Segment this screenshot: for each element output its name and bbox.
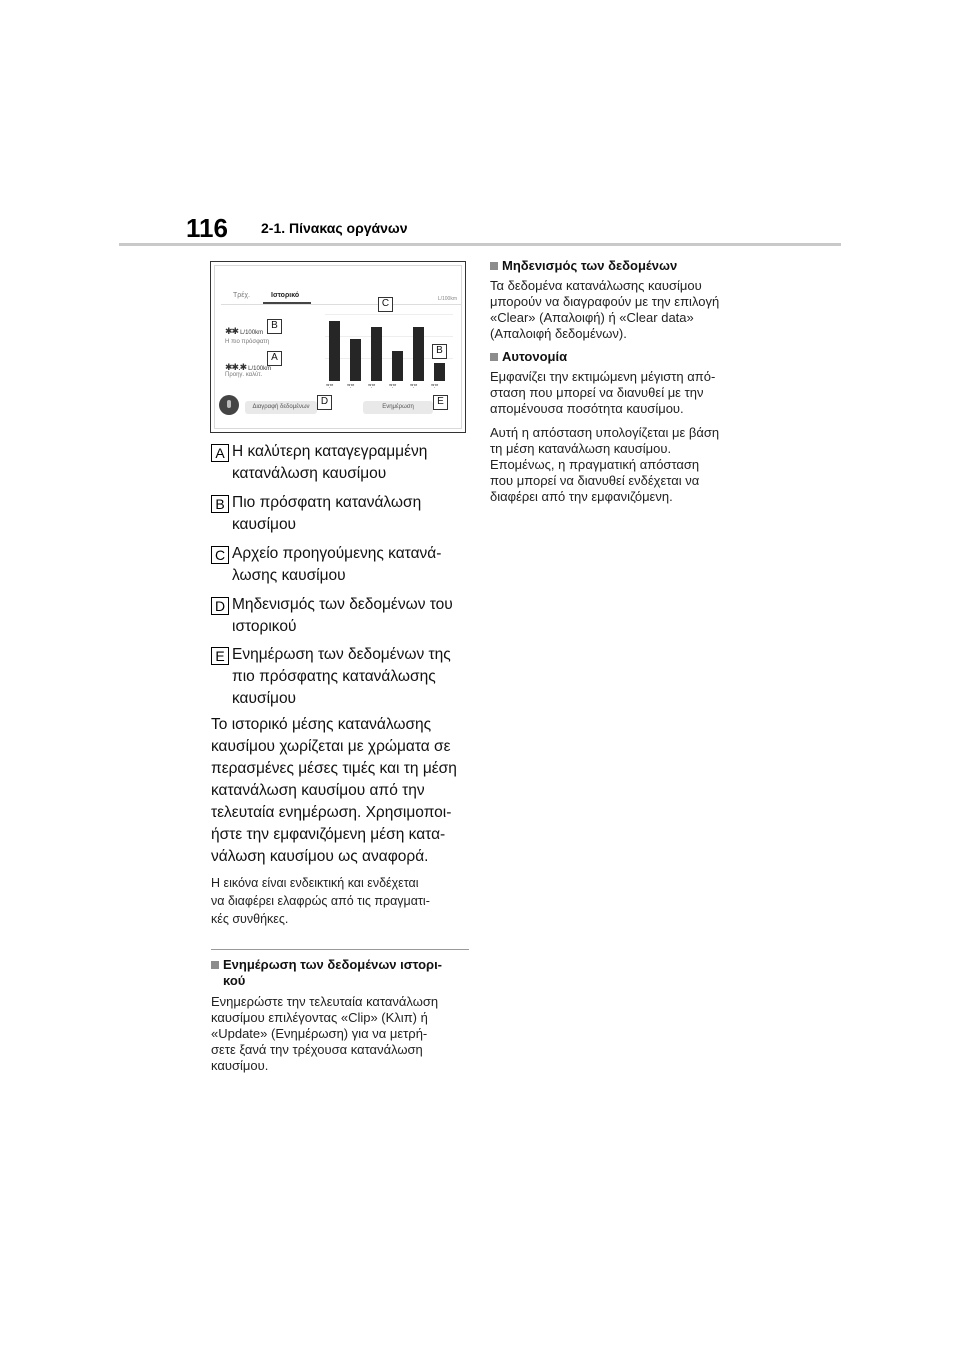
body-line: καυσίμου. xyxy=(211,1058,269,1073)
chapter-title: 2-1. Πίνακας οργάνων xyxy=(261,220,408,236)
tab-current[interactable]: Τρέχ. xyxy=(233,292,250,299)
body-line: Αυτή η απόσταση υπολογίζεται με βάση xyxy=(490,425,720,440)
value-placeholder-stars: ✱✱ xyxy=(225,326,239,336)
legend-line: κατανάλωση καυσίμου xyxy=(232,465,387,482)
paragraph-line: καυσίμου χωρίζεται με χρώματα σε xyxy=(211,738,451,755)
paragraph-line: νάλωση καυσίμου ως αναφορά. xyxy=(211,848,429,865)
body-line: σταση που μπορεί να διανυθεί με την xyxy=(490,385,704,400)
body-line: «Clear» (Απαλοιφή) ή «Clear data» xyxy=(490,310,694,325)
page-number: 116 xyxy=(186,213,228,243)
legend-line: Μηδενισμός των δεδομένων του xyxy=(232,596,453,613)
history-bar-label: **.** xyxy=(389,384,396,390)
section-title xyxy=(490,258,760,274)
body-line: που μπορεί να διανυθεί ενδέχεται να xyxy=(490,473,700,488)
title-line: Ενημέρωση των δεδομένων ιστορι- xyxy=(223,957,443,972)
legend-letter-a: A xyxy=(211,444,229,462)
legend-letter-e: E xyxy=(211,647,229,665)
paragraph-line: ήστε την εμφανιζόμενη μέση κατα- xyxy=(211,826,446,843)
note-line: κές συνθήκες. xyxy=(211,912,289,926)
callout-c: C xyxy=(378,297,393,312)
legend-line: πιο πρόσφατης κατανάλωσης xyxy=(232,668,436,685)
legend-item-e xyxy=(232,644,472,710)
section-body xyxy=(211,994,469,1074)
fuel-history-screen-figure xyxy=(210,261,466,433)
legend-line: καυσίμου xyxy=(232,516,297,533)
legend-item-d xyxy=(232,594,472,638)
chart-gridline xyxy=(325,314,453,315)
section-reset-data xyxy=(490,258,760,342)
history-bar-label: **.** xyxy=(326,384,333,390)
callout-b: B xyxy=(267,319,282,334)
legend-item-c xyxy=(232,543,472,587)
history-bar-label: **.** xyxy=(410,384,417,390)
section-square-icon xyxy=(490,353,498,361)
legend-line: καυσίμου xyxy=(232,690,297,707)
legend-line: Η καλύτερη καταγεγραμμένη xyxy=(232,443,428,460)
history-bar-label: **.** xyxy=(347,384,354,390)
history-bar xyxy=(350,339,361,381)
body-line: σετε ξανά την τρέχουσα κατανάλωση xyxy=(211,1042,423,1057)
section-divider xyxy=(211,949,469,950)
note-line: να διαφέρει ελαφρώς από τις πραγματι- xyxy=(211,894,430,908)
history-bar-label: **.** xyxy=(431,384,438,390)
section-update-history xyxy=(211,957,469,1074)
paragraph-line: περασμένες μέσες τιμές και τη μέση xyxy=(211,760,457,777)
value-placeholder-stars: ✱✱.✱ xyxy=(225,362,247,372)
body-line: Ενημερώστε την τελευταία κατανάλωση xyxy=(211,994,439,1009)
best-consumption-label: Η πιο πρόσφατη xyxy=(225,339,270,345)
section-body xyxy=(490,278,760,342)
callout-e: E xyxy=(433,395,448,410)
history-bar xyxy=(329,321,340,381)
screen-display xyxy=(214,265,462,429)
section-square-icon xyxy=(211,961,219,969)
recent-consumption-label: Προηγ. καλύτ. xyxy=(225,372,263,378)
history-bar xyxy=(371,327,382,381)
section-title xyxy=(490,349,760,365)
legend-line: λωσης καυσίμου xyxy=(232,567,346,584)
section-body xyxy=(490,425,760,505)
legend-line: ιστορικού xyxy=(232,618,297,635)
body-line: Επομένως, η πραγματική απόσταση xyxy=(490,457,700,472)
body-line: «Update» (Ενημέρωση) για να μετρή- xyxy=(211,1026,428,1041)
section-body xyxy=(490,369,760,417)
body-line: διαφέρει από την εμφανιζόμενη. xyxy=(490,489,673,504)
history-bar-label: **.** xyxy=(368,384,375,390)
legend-line: Πιο πρόσφατη κατανάλωση xyxy=(232,494,422,511)
update-button[interactable]: Ενημέρωση xyxy=(363,401,433,414)
paragraph-line: κατανάλωση καυσίμου από την xyxy=(211,782,425,799)
paragraph-line: Το ιστορικό μέσης κατανάλωσης xyxy=(211,716,432,733)
paragraph-line: τελευταία ενημέρωση. Χρησιμοποι- xyxy=(211,804,452,821)
callout-d: D xyxy=(317,395,332,410)
best-consumption-unit: L/100km xyxy=(240,330,264,336)
description-paragraph xyxy=(211,714,469,868)
body-line: τη μέση κατανάλωση καυσίμου. xyxy=(490,441,672,456)
callout-b: B xyxy=(432,344,447,359)
section-range xyxy=(490,349,760,505)
legend-item-b xyxy=(232,492,472,536)
title-line: κού xyxy=(223,973,246,988)
chart-gridline xyxy=(325,336,453,337)
recent-consumption-unit: L/100km xyxy=(248,366,272,372)
history-bar xyxy=(413,327,424,381)
legend-line: Ενημέρωση των δεδομένων της xyxy=(232,646,451,663)
callout-a: A xyxy=(267,351,282,366)
legend-letter-c: C xyxy=(211,546,229,564)
tab-divider xyxy=(221,304,461,305)
tab-history[interactable]: Ιστορικό xyxy=(271,292,300,299)
body-line: καυσίμου επιλέγοντας «Clip» (Κλιπ) ή xyxy=(211,1010,428,1025)
note-line: Η εικόνα είναι ενδεικτική και ενδέχεται xyxy=(211,876,419,890)
history-bar xyxy=(434,363,445,381)
section-title xyxy=(211,957,469,989)
legend-line: Αρχείο προηγούμενης κατανά- xyxy=(232,545,442,562)
body-line: (Απαλοιφή δεδομένων). xyxy=(490,326,627,341)
clear-data-button[interactable]: Διαγραφή δεδομένων xyxy=(245,401,317,414)
header-divider xyxy=(119,243,841,246)
title-text: Μηδενισμός των δεδομένων xyxy=(502,258,678,273)
microphone-icon[interactable] xyxy=(219,395,239,415)
history-bar xyxy=(392,351,403,381)
body-line: μπορούν να διαγραφούν με την επιλογή xyxy=(490,294,720,309)
legend-letter-d: D xyxy=(211,597,229,615)
body-line: Εμφανίζει την εκτιμώμενη μέγιστη από- xyxy=(490,369,716,384)
section-square-icon xyxy=(490,262,498,270)
image-disclaimer-note xyxy=(211,874,469,928)
body-line: Τα δεδομένα κατανάλωσης καυσίμου xyxy=(490,278,702,293)
best-consumption-readout xyxy=(225,326,263,337)
title-text: Αυτονομία xyxy=(502,349,568,364)
chart-unit: L/100km xyxy=(437,296,457,302)
legend-letter-b: B xyxy=(211,495,229,513)
legend-item-a xyxy=(232,441,472,485)
body-line: απομένουσα ποσότητα καυσίμου. xyxy=(490,401,684,416)
